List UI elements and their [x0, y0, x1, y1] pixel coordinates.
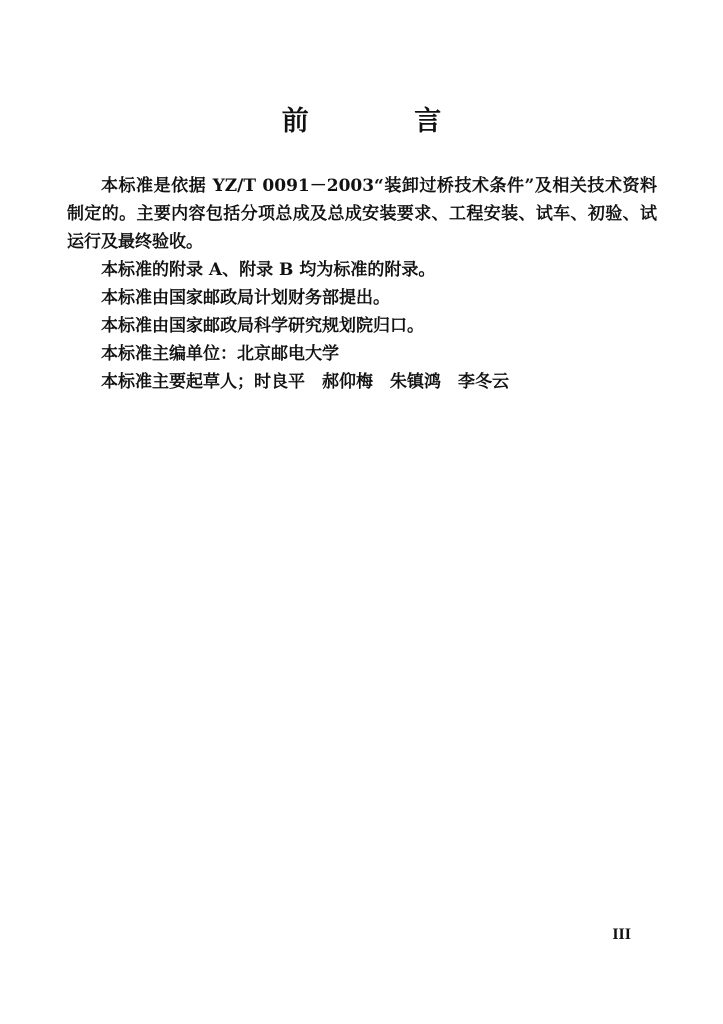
- paragraph-administrator: 本标准由国家邮政局科学研究规划院归口。: [101, 316, 424, 336]
- paragraph-drafters: 本标准主要起草人；时良平 郝仰梅 朱镇鸿 李冬云: [101, 372, 509, 392]
- preface-body: [67, 172, 657, 396]
- paragraph-proposer: 本标准由国家邮政局计划财务部提出。: [101, 288, 390, 308]
- paragraph-appendix: 本标准的附录 A、附录 B 均为标准的附录。: [101, 260, 436, 280]
- paragraph-chief-editor: 本标准主编单位：北京邮电大学: [101, 344, 339, 364]
- page-title: 前 言: [281, 106, 490, 137]
- page-number: III: [612, 926, 631, 943]
- paragraph-basis: 本标准是依据 YZ/T 0091－2003“装卸过桥技术条件”及相关技术资料制定的。主要内容包括分项总成及总成安装要求、工程安装、试车、初验、试运行及最终验收。: [67, 176, 657, 252]
